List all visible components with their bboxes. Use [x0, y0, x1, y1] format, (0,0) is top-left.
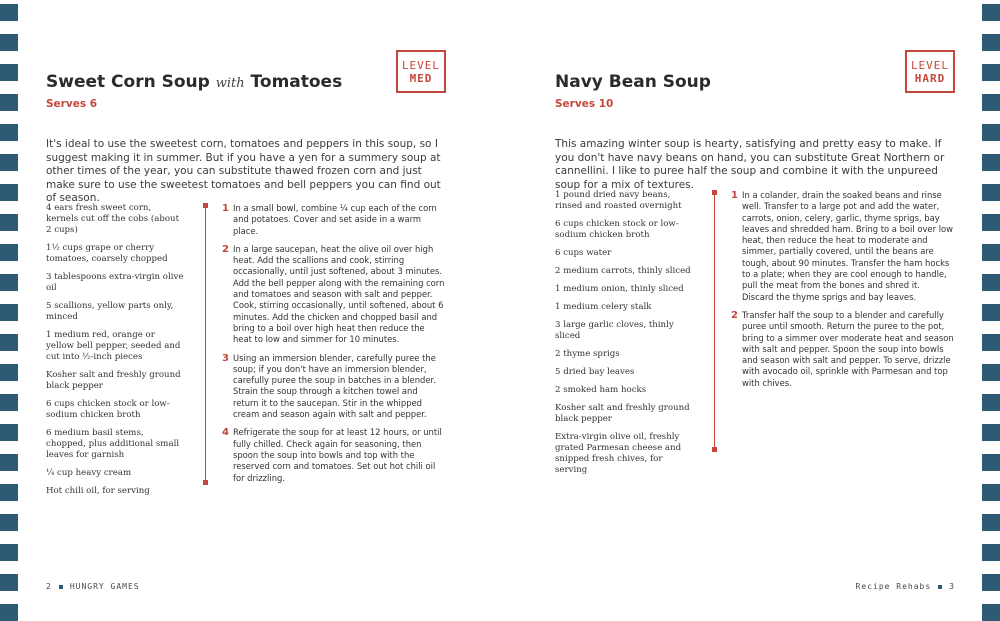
edge-tab: [0, 64, 18, 81]
edge-tab: [0, 454, 18, 471]
edge-tab: [0, 274, 18, 291]
edge-tab: [0, 514, 18, 531]
ingredient-item: Kosher salt and freshly ground black pepper: [555, 403, 690, 424]
ingredient-item: 1 pound dried navy beans, rinsed and roasted overnight: [555, 190, 682, 211]
footer-dot: [938, 585, 942, 589]
edge-tab: [0, 4, 18, 21]
edge-tab: [982, 544, 1000, 561]
page-footer: [856, 582, 955, 591]
edge-tab: [982, 244, 1000, 261]
edge-tab: [982, 424, 1000, 441]
recipe-intro: This amazing winter soup is hearty, satisfying and pretty easy to make. If you don't have navy beans on hand, you can substitute Great Northern or cannellini. I like to puree half the soup and combine it with the unpureed soup for a mix of textures.: [555, 138, 945, 191]
page-footer: [46, 582, 140, 591]
edge-tab: [0, 574, 18, 591]
edge-tab: [982, 94, 1000, 111]
step-number: 4: [222, 427, 229, 439]
right-edge-tabs: [982, 0, 1000, 619]
rule-cap-bottom: [203, 480, 208, 485]
edge-tab: [982, 574, 1000, 591]
ingredient-item: 2 smoked ham hocks: [555, 385, 647, 395]
divider-rule: [205, 203, 206, 485]
edge-tab: [0, 244, 18, 261]
ingredient-list: [46, 203, 184, 504]
step-text: In a colander, drain the soaked beans and rinse well. Transfer to a large pot and add the water, carrots, onion, celery, garlic, thyme sprigs, bay leaves and shredded ham. Bring to a boil over low heat, then reduce the heat to moderate and simmer, partially covered, until the beans are tough, about 90 minutes. Transfer the ham hocks to a plate; when they are cool enough to handle, pull the meat from the bones and shred it. Discard the thyme sprigs and bay leaves.: [742, 190, 953, 302]
ingredient-item: Extra-virgin olive oil, freshly grated Parmesan cheese and snipped fresh chives, for serving: [555, 432, 682, 475]
divider-rule: [714, 190, 715, 452]
edge-tab: [0, 544, 18, 561]
ingredient-item: 6 cups water: [555, 248, 612, 258]
ingredient-item: 1½ cups grape or cherry tomatoes, coarsely chopped: [46, 243, 168, 264]
running-title: Recipe Rehabs: [855, 582, 932, 591]
edge-tab: [0, 34, 18, 51]
level-value: MED: [409, 72, 433, 85]
edge-tab: [0, 304, 18, 321]
ingredient-item: 1 medium onion, thinly sliced: [555, 284, 684, 294]
ingredient-item: 4 ears fresh sweet corn, kernels cut off the cobs (about 2 cups): [46, 203, 180, 235]
edge-tab: [982, 514, 1000, 531]
step-text: In a large saucepan, heat the olive oil over high heat. Add the scallions and cook, stirring occasionally, until just softened, about 3 minutes. Add the bell pepper along with the remaining corn and tomatoes and season with salt and pepper. Cook, stirring occasionally, until softened, about 6 minutes. Add the chicken and chopped basil and bring to a boil over high heat then reduce the heat to low and simmer for 10 minutes.: [233, 243, 445, 345]
level-value: HARD: [914, 72, 946, 85]
step-item: [732, 190, 954, 303]
level-label: LEVEL: [401, 59, 441, 72]
edge-tab: [0, 424, 18, 441]
edge-tab: [0, 124, 18, 141]
edge-tab: [982, 4, 1000, 21]
ingredient-list: [555, 190, 693, 483]
ingredient-item: 6 medium basil stems, chopped, plus additional small leaves for garnish: [46, 428, 180, 460]
level-badge: [905, 50, 955, 93]
edge-tab: [982, 454, 1000, 471]
edge-tab: [0, 484, 18, 501]
ingredient-item: Hot chili oil, for serving: [46, 486, 150, 496]
edge-tab: [0, 214, 18, 231]
rule-cap-top: [203, 203, 208, 208]
step-item: [223, 427, 445, 483]
step-number: 2: [731, 309, 738, 321]
step-text: In a small bowl, combine ¼ cup each of the corn and potatoes. Cover and set aside in a warm place.: [233, 203, 437, 236]
edge-tab: [982, 334, 1000, 351]
step-list: [223, 203, 445, 491]
edge-tab: [982, 124, 1000, 141]
edge-tab: [0, 184, 18, 201]
title-with: with: [215, 76, 245, 91]
running-title: HUNGRY GAMES: [69, 582, 140, 591]
step-text: Using an immersion blender, carefully puree the soup; if you don't have an immersion blender, carefully puree the soup in batches in a blender. Strain the soup through a kitchen towel and return it to the saucepan. Stir in the whipped cream and season again with salt and pepper.: [233, 352, 436, 420]
step-item: [223, 353, 445, 421]
ingredient-item: ¼ cup heavy cream: [46, 468, 132, 478]
step-text: Refrigerate the soup for at least 12 hours, or until fully chilled. Check again for seasoning, then spoon the soup into bowls and top with the reserved corn and tomatoes. Set out hot chili oil for drizzling.: [233, 427, 442, 483]
page-number: 3: [949, 582, 955, 591]
edge-tab: [0, 94, 18, 111]
ingredient-item: 1 medium celery stalk: [555, 302, 652, 312]
edge-tab: [982, 64, 1000, 81]
step-number: 3: [222, 352, 229, 364]
level-badge: [396, 50, 446, 93]
ingredient-item: 5 scallions, yellow parts only, minced: [46, 301, 174, 322]
left-edge-tabs: [0, 0, 18, 619]
right-page: [555, 0, 955, 619]
edge-tab: [982, 154, 1000, 171]
step-number: 1: [222, 203, 229, 214]
ingredient-item: Kosher salt and freshly ground black pepper: [46, 370, 181, 391]
step-item: [223, 203, 445, 237]
step-item: [223, 244, 445, 346]
step-number: 1: [731, 190, 738, 201]
edge-tab: [982, 34, 1000, 51]
rule-cap-bottom: [712, 447, 717, 452]
edge-tab: [982, 274, 1000, 291]
page-number: 2: [46, 582, 52, 591]
recipe-intro: It's ideal to use the sweetest corn, tomatoes and peppers in this soup, so I suggest making it in summer. But if you have a yen for a summery soup at other times of the year, you can substitute thawed frozen corn and just make sure to use the sweetest tomatoes and bell peppers you can find out of season.: [46, 138, 441, 204]
ingredient-item: 6 cups chicken stock or low-sodium chicken broth: [46, 399, 170, 420]
edge-tab: [0, 154, 18, 171]
ingredient-item: 5 dried bay leaves: [555, 367, 635, 377]
edge-tab: [0, 334, 18, 351]
edge-tab: [982, 304, 1000, 321]
rule-cap-top: [712, 190, 717, 195]
ingredient-item: 2 thyme sprigs: [555, 349, 620, 359]
footer-dot: [59, 585, 63, 589]
ingredient-item: 2 medium carrots, thinly sliced: [555, 266, 691, 276]
ingredient-item: 3 tablespoons extra-virgin olive oil: [46, 272, 184, 293]
serves-label: Serves 6: [46, 98, 98, 110]
edge-tab: [982, 604, 1000, 621]
recipe-title: [46, 72, 342, 92]
ingredient-item: 1 medium red, orange or yellow bell pepper, seeded and cut into ½-inch pieces: [46, 330, 181, 362]
level-label: LEVEL: [910, 59, 950, 72]
edge-tab: [0, 604, 18, 621]
edge-tab: [0, 394, 18, 411]
step-text: Transfer half the soup to a blender and carefully puree until smooth. Return the puree to the pot, bring to a simmer over moderate heat and season with salt and pepper. Spoon the soup into bowls and season with salt and pepper. To serve, drizzle with avocado oil, sprinkle with Parmesan and top with chives.: [742, 309, 954, 388]
edge-tab: [0, 364, 18, 381]
left-page: [46, 0, 446, 619]
step-number: 2: [222, 243, 229, 255]
title-end: Tomatoes: [250, 72, 343, 92]
step-item: [732, 310, 954, 389]
edge-tab: [982, 364, 1000, 381]
recipe-title: Navy Bean Soup: [555, 72, 711, 92]
edge-tab: [982, 484, 1000, 501]
title-main: Sweet Corn Soup: [46, 72, 210, 92]
edge-tab: [982, 214, 1000, 231]
edge-tab: [982, 184, 1000, 201]
edge-tab: [982, 394, 1000, 411]
serves-label: Serves 10: [555, 98, 614, 110]
ingredient-item: 3 large garlic cloves, thinly sliced: [555, 320, 674, 341]
step-list: [732, 190, 954, 396]
ingredient-item: 6 cups chicken stock or low-sodium chicken broth: [555, 219, 679, 240]
